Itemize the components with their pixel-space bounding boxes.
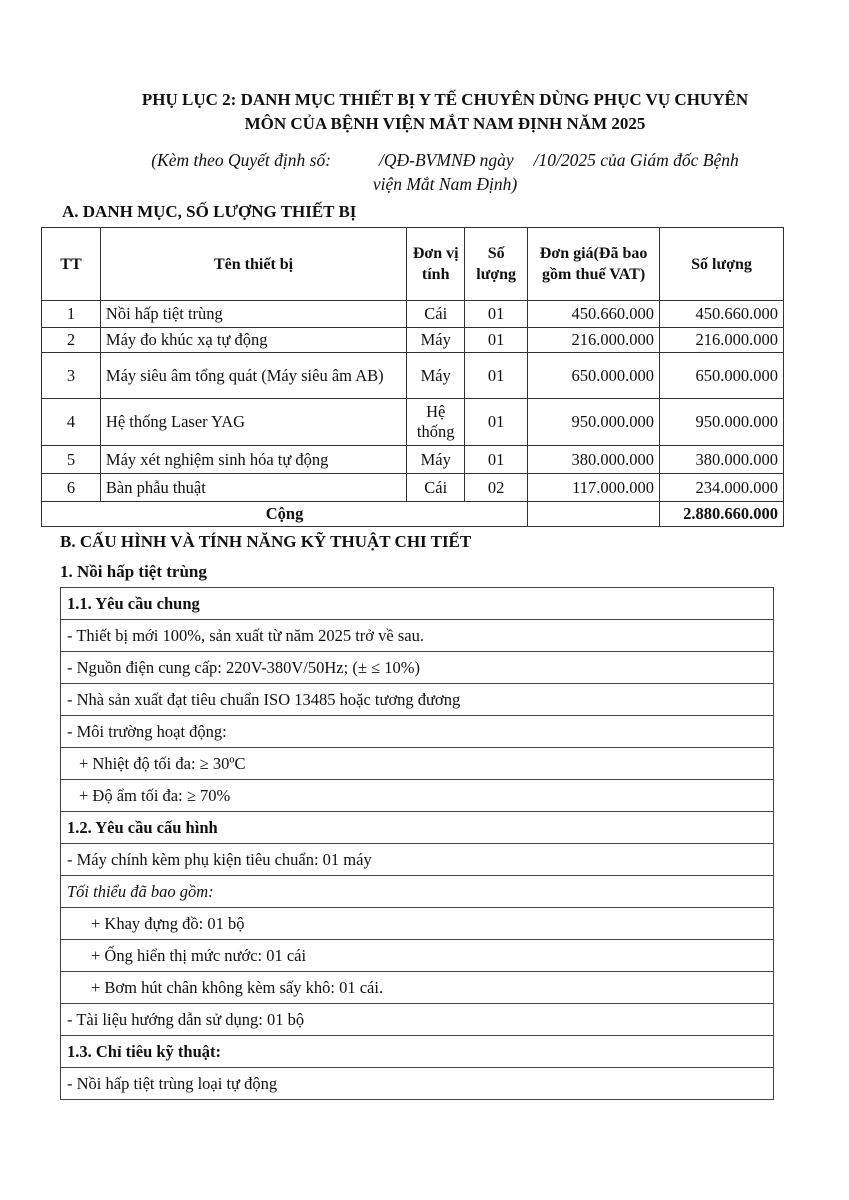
table-cell: 01 xyxy=(465,446,528,474)
table-cell: 3 xyxy=(42,353,101,399)
spec-text: + Ống hiển thị mức nước: 01 cái xyxy=(61,940,774,972)
table-cell: Bàn phẫu thuật xyxy=(100,474,406,502)
spec-text: Tối thiểu đã bao gồm: xyxy=(61,876,774,908)
header-cell: Tên thiết bị xyxy=(100,228,406,301)
header-cell: Đơn giá(Đã bao gồm thuế VAT) xyxy=(528,228,660,301)
table-cell: 4 xyxy=(42,399,101,446)
table-cell: 117.000.000 xyxy=(528,474,660,502)
header-cell: Số lượng xyxy=(465,228,528,301)
table-cell: 216.000.000 xyxy=(660,328,784,353)
table-cell: Nồi hấp tiệt trùng xyxy=(100,301,406,328)
spec-text: + Khay đựng đồ: 01 bộ xyxy=(61,908,774,940)
spec-text: - Nguồn điện cung cấp: 220V-380V/50Hz; (± ≤ 10%) xyxy=(61,652,774,684)
spec-row xyxy=(61,908,774,940)
table-cell: 01 xyxy=(465,399,528,446)
table-cell: Máy xyxy=(407,328,465,353)
subtitle-part: /QĐ-BVMNĐ ngày xyxy=(379,150,514,170)
table-row xyxy=(42,353,784,399)
table-cell: 02 xyxy=(465,474,528,502)
spec-row xyxy=(61,716,774,748)
spec-row xyxy=(61,876,774,908)
table-cell: Cái xyxy=(407,474,465,502)
spec-row xyxy=(61,652,774,684)
spec-row xyxy=(61,1068,774,1100)
table-cell: 650.000.000 xyxy=(528,353,660,399)
header-cell: TT xyxy=(42,228,101,301)
table-cell: 01 xyxy=(465,328,528,353)
table-cell: 450.660.000 xyxy=(528,301,660,328)
equipment-table xyxy=(41,227,784,527)
header-cell: Đơn vị tính xyxy=(407,228,465,301)
table-cell: 650.000.000 xyxy=(660,353,784,399)
header-cell: Số lượng xyxy=(660,228,784,301)
spec-text: - Máy chính kèm phụ kiện tiêu chuẩn: 01 máy xyxy=(61,844,774,876)
table-cell: 1 xyxy=(42,301,101,328)
table-cell: Máy đo khúc xạ tự động xyxy=(100,328,406,353)
spec-row xyxy=(61,780,774,812)
spec-text: - Môi trường hoạt động: xyxy=(61,716,774,748)
table-cell: Máy xét nghiệm sinh hóa tự động xyxy=(100,446,406,474)
table-row xyxy=(42,301,784,328)
table-cell: 01 xyxy=(465,353,528,399)
title-line-1: PHỤ LỤC 2: DANH MỤC THIẾT BỊ Y TẾ CHUYÊN DÙNG PHỤC VỤ CHUYÊN xyxy=(141,90,749,109)
spec-text: 1.3. Chỉ tiêu kỹ thuật: xyxy=(61,1036,774,1068)
spec-text: + Nhiệt độ tối đa: ≥ 30ºC xyxy=(61,748,774,780)
table-row xyxy=(42,328,784,353)
table-row xyxy=(42,399,784,446)
spec-text: - Nồi hấp tiệt trùng loại tự động xyxy=(61,1068,774,1100)
spec-row xyxy=(61,588,774,620)
document-subtitle xyxy=(100,148,790,196)
total-value: 2.880.660.000 xyxy=(660,502,784,527)
table-row xyxy=(42,446,784,474)
spec-row xyxy=(61,940,774,972)
item-1-heading: 1. Nồi hấp tiệt trùng xyxy=(60,562,207,581)
spec-text: + Bơm hút chân không kèm sấy khô: 01 cái. xyxy=(61,972,774,1004)
title-line-2: MÔN CỦA BỆNH VIỆN MẮT NAM ĐỊNH NĂM 2025 xyxy=(244,114,646,133)
spec-row xyxy=(61,972,774,1004)
table-cell: 6 xyxy=(42,474,101,502)
spec-text: 1.1. Yêu cầu chung xyxy=(61,588,774,620)
table-cell: 450.660.000 xyxy=(660,301,784,328)
subtitle-part: /10/2025 của Giám đốc Bệnh xyxy=(533,150,739,170)
table-cell: Cái xyxy=(407,301,465,328)
spec-text: + Độ ẩm tối đa: ≥ 70% xyxy=(61,780,774,812)
spec-row xyxy=(61,812,774,844)
spec-text: - Tài liệu hướng dẫn sử dụng: 01 bộ xyxy=(61,1004,774,1036)
table-cell: 216.000.000 xyxy=(528,328,660,353)
table-cell: 234.000.000 xyxy=(660,474,784,502)
table-cell: 380.000.000 xyxy=(660,446,784,474)
document-title xyxy=(60,88,830,136)
total-label: Cộng xyxy=(42,502,528,527)
table-cell: 01 xyxy=(465,301,528,328)
spec-row xyxy=(61,620,774,652)
subtitle-part: (Kèm theo Quyết định số: xyxy=(151,150,332,170)
table-cell: Hệ thống xyxy=(407,399,465,446)
empty-cell xyxy=(528,502,660,527)
spec-text: 1.2. Yêu cầu cấu hình xyxy=(61,812,774,844)
total-row xyxy=(42,502,784,527)
spec-table xyxy=(60,587,774,1100)
spec-row xyxy=(61,684,774,716)
table-cell: 380.000.000 xyxy=(528,446,660,474)
table-cell: Máy xyxy=(407,446,465,474)
spec-text: - Nhà sản xuất đạt tiêu chuẩn ISO 13485 hoặc tương đương xyxy=(61,684,774,716)
section-a-heading: A. DANH MỤC, SỐ LƯỢNG THIẾT BỊ xyxy=(62,202,357,221)
table-cell: 950.000.000 xyxy=(660,399,784,446)
table-row xyxy=(42,474,784,502)
section-b-heading: B. CẤU HÌNH VÀ TÍNH NĂNG KỸ THUẬT CHI TIẾT xyxy=(60,532,472,551)
spec-row xyxy=(61,1004,774,1036)
spec-row xyxy=(61,1036,774,1068)
spec-row xyxy=(61,748,774,780)
table-header-row xyxy=(42,228,784,301)
table-cell: Máy xyxy=(407,353,465,399)
table-cell: Máy siêu âm tổng quát (Máy siêu âm AB) xyxy=(100,353,406,399)
table-cell: 5 xyxy=(42,446,101,474)
table-cell: Hệ thống Laser YAG xyxy=(100,399,406,446)
spec-row xyxy=(61,844,774,876)
subtitle-part: viện Mắt Nam Định) xyxy=(372,174,518,194)
table-cell: 950.000.000 xyxy=(528,399,660,446)
spec-text: - Thiết bị mới 100%, sản xuất từ năm 2025 trở về sau. xyxy=(61,620,774,652)
table-cell: 2 xyxy=(42,328,101,353)
